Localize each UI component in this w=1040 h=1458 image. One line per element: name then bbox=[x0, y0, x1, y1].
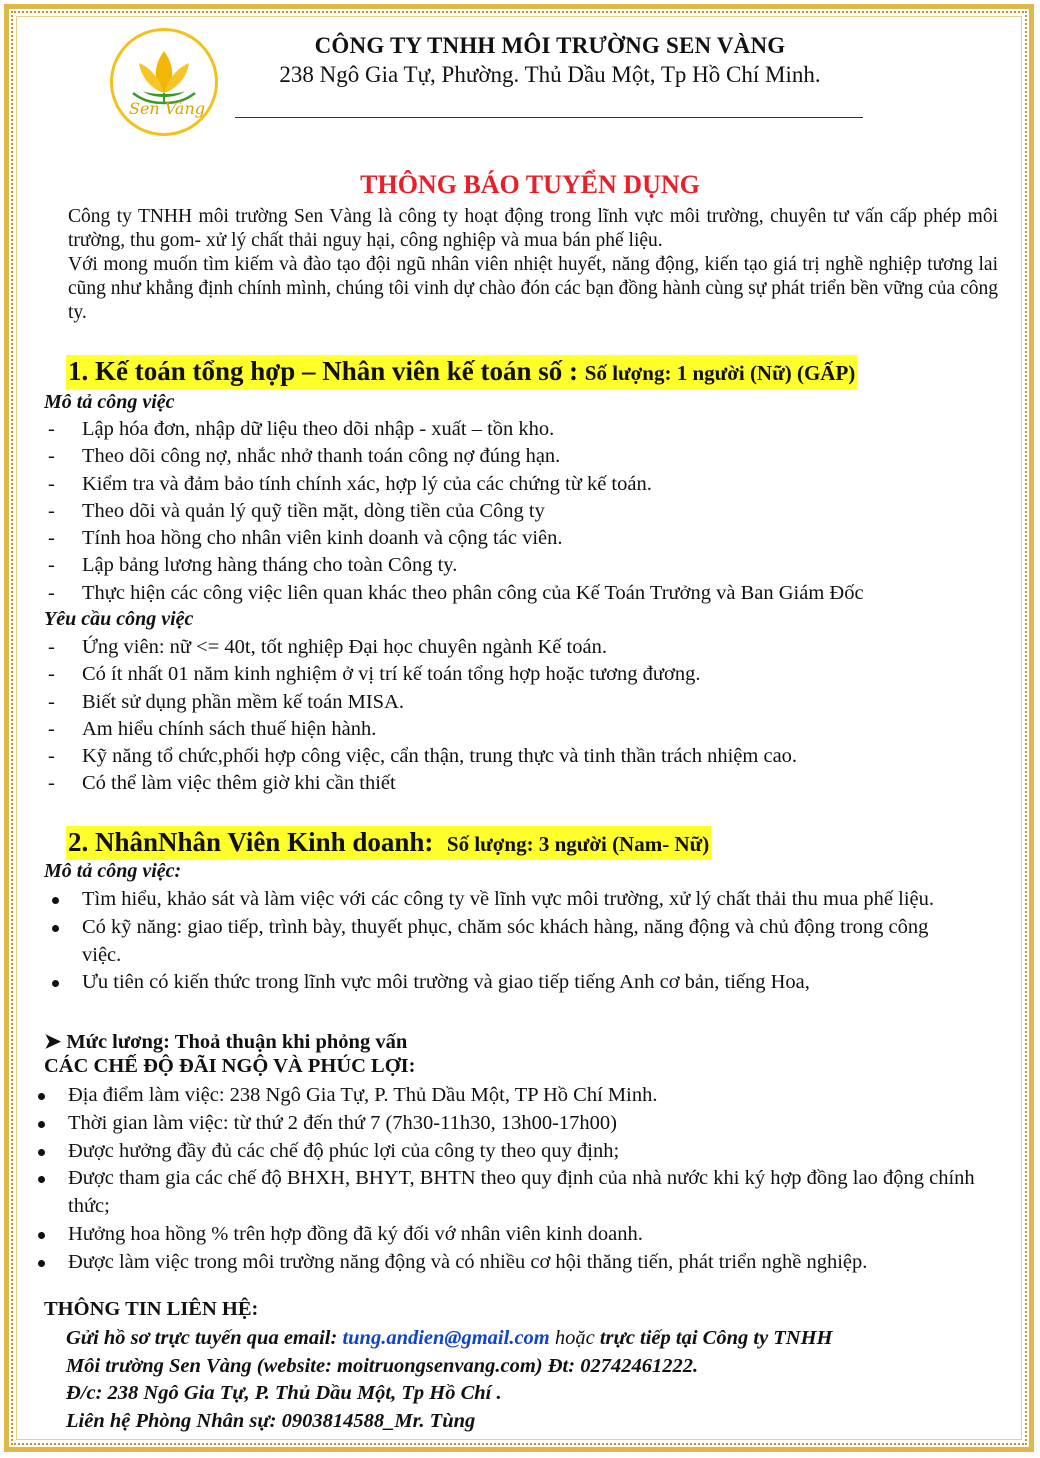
salary-text: Mức lương: Thoả thuận khi phỏng vấn bbox=[66, 1031, 408, 1053]
bullet-icon bbox=[38, 1149, 45, 1156]
salary-line bbox=[44, 1029, 407, 1054]
list-item: Được tham gia các chế độ BHXH, BHYT, BHTN theo quy định của nhà nước khi ký hợp đồng lao động chính thức; bbox=[38, 1165, 998, 1221]
email-link[interactable]: tung.andien@gmail.com bbox=[342, 1327, 550, 1349]
benefits-heading: CÁC CHẾ ĐỘ ĐÃI NGỘ VÀ PHÚC LỢI: bbox=[44, 1055, 416, 1077]
contact-line: Liên hệ Phòng Nhân sự: 0903814588_Mr. Tùng bbox=[66, 1409, 476, 1432]
company-logo bbox=[110, 28, 218, 136]
list-item: - Có ít nhất 01 năm kinh nghiệm ở vị trí kế toán tổng hợp hoặc tương đương. bbox=[48, 663, 701, 686]
bullet-icon bbox=[52, 925, 59, 932]
intro-paragraph: Với mong muốn tìm kiếm và đào tạo đội ngũ nhân viên nhiệt huyết, năng động, kiến tạo giá trị nghề nghiệp tương lai cũng như khẳng định chính mình, chúng tôi vinh dự chào đón các bạn đồng hành cùng sự phát triển bền vững của công ty. bbox=[68, 254, 998, 323]
list-item: Được làm việc trong môi trường năng động và có nhiều cơ hội thăng tiến, phát triển nghề nghiệp. bbox=[38, 1249, 998, 1277]
list-item: - Kỹ năng tổ chức,phối hợp công việc, cẩn thận, trung thực và tinh thần trách nhiệm cao. bbox=[48, 745, 798, 768]
arrow-icon: ➤ bbox=[44, 1031, 62, 1053]
bullet-icon bbox=[38, 1260, 45, 1267]
bullet-icon bbox=[38, 1232, 45, 1239]
list-item: Thời gian làm việc: từ thứ 2 đến thứ 7 (7h30-11h30, 13h00-17h00) bbox=[38, 1110, 998, 1138]
bullet-icon bbox=[38, 1093, 45, 1100]
list-item: - Theo dõi và quản lý quỹ tiền mặt, dòng tiền của Công ty bbox=[48, 499, 545, 522]
job1-desc-list bbox=[44, 416, 1004, 607]
logo-text: Sen Vàng bbox=[129, 99, 205, 118]
job1-desc-label: Mô tả công việc bbox=[44, 391, 175, 413]
bullet-icon bbox=[38, 1176, 45, 1183]
job2-desc-list bbox=[52, 886, 962, 997]
bullet-icon bbox=[52, 897, 59, 904]
list-item: - Tính hoa hồng cho nhân viên kinh doanh và cộng tác viên. bbox=[48, 527, 563, 550]
list-item: - Am hiểu chính sách thuế hiện hành. bbox=[48, 717, 377, 740]
list-item: - Kiểm tra và đảm bảo tính chính xác, hợp lý của các chứng từ kế toán. bbox=[48, 472, 652, 495]
list-item: - Lập bảng lương hàng tháng cho toàn Công ty. bbox=[48, 554, 458, 577]
list-item: Tìm hiểu, khảo sát và làm việc với các công ty về lĩnh vực môi trường, xử lý chất thải thu mua phế liệu. bbox=[52, 886, 962, 914]
list-item: Ưu tiên có kiến thức trong lĩnh vực môi trường và giao tiếp tiếng Anh cơ bản, tiếng Hoa, bbox=[52, 969, 962, 997]
list-item: - Ứng viên: nữ <= 40t, tốt nghiệp Đại học chuyên ngành Kế toán. bbox=[48, 636, 607, 658]
job1-req-list bbox=[44, 634, 1004, 798]
contact-heading: THÔNG TIN LIÊN HỆ: bbox=[44, 1298, 259, 1320]
contact-line: Môi trường Sen Vàng (website: moitruongsenvang.com) Đt: 02742461222. bbox=[66, 1354, 699, 1377]
job1-req-label: Yêu cầu công việc bbox=[44, 608, 194, 630]
job1-heading bbox=[66, 355, 857, 389]
contact-line: Gửi hồ sơ trực tuyến qua email: tung.andien@gmail.com hoặc trực tiếp tại Công ty TNHH bbox=[66, 1327, 833, 1349]
benefits-list bbox=[38, 1082, 998, 1277]
list-item: Hưởng hoa hồng % trên hợp đồng đã ký đối vớ nhân viên kinh doanh. bbox=[38, 1221, 998, 1249]
company-name: CÔNG TY TNHH MÔI TRƯỜNG SEN VÀNG bbox=[314, 33, 786, 58]
list-item: Có kỹ năng: giao tiếp, trình bày, thuyết phục, chăm sóc khách hàng, năng động và chủ động trong công việc. bbox=[52, 914, 962, 970]
list-item: - Thực hiện các công việc liên quan khác theo phân công của Kế Toán Trưởng và Ban Giám Đốc bbox=[48, 581, 864, 604]
header-divider bbox=[235, 117, 863, 118]
list-item: - Lập hóa đơn, nhập dữ liệu theo dõi nhập - xuất – tồn kho. bbox=[48, 418, 555, 440]
intro-text bbox=[68, 205, 998, 325]
list-item: Địa điểm làm việc: 238 Ngô Gia Tự, P. Thủ Dầu Một, TP Hồ Chí Minh. bbox=[38, 1082, 998, 1110]
list-item: Được hưởng đầy đủ các chế độ phúc lợi của công ty theo quy định; bbox=[38, 1138, 998, 1166]
list-item: - Theo dõi công nợ, nhắc nhở thanh toán công nợ đúng hạn. bbox=[48, 445, 561, 468]
job1-quantity: Số lượng: 1 người (Nữ) (GẤP) bbox=[584, 361, 856, 385]
page-title: THÔNG BÁO TUYỂN DỤNG bbox=[360, 170, 700, 199]
contact-line: Đ/c: 238 Ngô Gia Tự, P. Thủ Dầu Một, Tp Hồ Chí . bbox=[66, 1382, 502, 1404]
bullet-icon bbox=[38, 1121, 45, 1128]
job2-title: 2. NhânNhân Viên Kinh doanh: bbox=[68, 827, 434, 857]
list-item: - Biết sử dụng phần mềm kế toán MISA. bbox=[48, 690, 404, 713]
job2-heading bbox=[66, 826, 711, 860]
contact-block bbox=[66, 1325, 1016, 1435]
company-address: 238 Ngô Gia Tự, Phường. Thủ Dầu Một, Tp Hồ Chí Minh. bbox=[279, 62, 821, 87]
job2-desc-label: Mô tả công việc: bbox=[44, 860, 182, 882]
job1-title: 1. Kế toán tổng hợp – Nhân viên kế toán số : bbox=[68, 356, 579, 386]
intro-paragraph: Công ty TNHH môi trường Sen Vàng là công ty hoạt động trong lĩnh vực môi trường, chuyên tư vấn cấp phép môi trường, thu gom- xử lý chất thải nguy hại, công nghiệp và mua bán phế liệu. bbox=[68, 206, 998, 251]
list-item: - Có thể làm việc thêm giờ khi cần thiết bbox=[48, 772, 396, 795]
bullet-icon bbox=[52, 980, 59, 987]
job2-quantity: Số lượng: 3 người (Nam- Nữ) bbox=[446, 832, 710, 856]
